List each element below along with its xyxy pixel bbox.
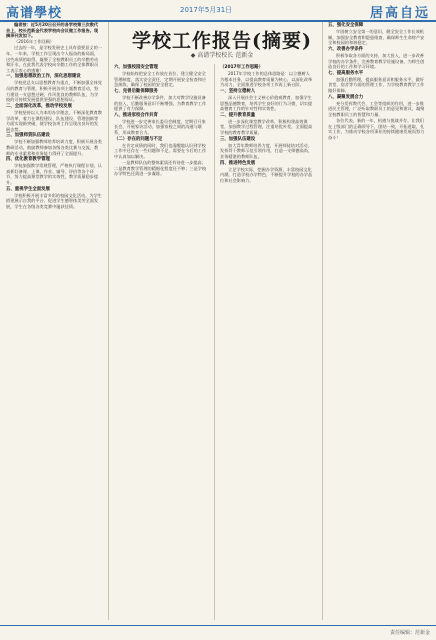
issue-date: 2017年5月31日 [180,6,233,14]
body-paragraph: （2016年工作回顾） [14,39,54,45]
article-title: 学校工作报告(摘要) [132,30,312,52]
text-column-1 [6,22,102,620]
masthead [0,0,436,22]
body-paragraph: 学校始终把安全工作放在首位，建立健全安全管理制度，落实安全责任，定期开展安全检查和应急演练，确保了校园的安全稳定。 [114,71,207,88]
text-column-4 [328,22,428,620]
school-logo-text: 高谱學校 [6,6,63,21]
section-heading: 七、完善后勤保障服务 [114,88,158,94]
section-heading: 八、推进家校合作共育 [114,112,158,118]
body-paragraph: 一是教师队伍的整体素质还有待进一步提高；二是教育教学管理的精细化程度还不够；三是学校办学特色还需进一步凝练。 [114,160,207,177]
body-paragraph: 在肯定成绩的同时，我们也清醒地认识到学校工作中还存在一些问题和不足，需要在今后的工作中认真加以解决。 [114,142,207,159]
section-heading: 二、提升教育质量 [220,112,256,118]
text-column-3 [220,64,314,620]
section-title: 居高自远 [369,6,430,21]
body-paragraph: 进一步深化课堂教学改革，积极构建高效课堂，加强教学过程管理，注重培优补差，全面提高学校的教育教学质量。 [220,118,313,136]
section-heading: 一、加强思想政治工作，深化思想建设 [6,74,81,80]
section-heading: 二、全面深化改革，推动学校发展 [6,103,72,109]
body-paragraph: 学校不断加强教师培养培训力度，积极开展各类教研活动，鼓励教师参加各级各类比赛与交流，教师的专业素养和业务能力得到了全面提升。 [6,139,102,156]
body-paragraph: 各位代表，新的一年，机遇与挑战并存。让我们在上级部门的正确领导下，团结一致，开拓进取，扎实工作，为推动学校各项事业的持续健康发展而努力奋斗！ [328,118,425,140]
section-heading: 四、优化教育教学管理 [6,157,50,163]
column-divider [214,64,215,620]
body-paragraph: 深入开展社会主义核心价值观教育，加强学生思想品德教育，培养学生良好的行为习惯，切实提高德育工作的针对性和实效性。 [220,94,313,112]
body-paragraph: 学校积极开展丰富多彩的校园文化活动，为学生搭建展示自我的平台，促进学生德智体美劳全面发展，学生在各级各类竞赛中屡获佳绩。 [6,192,102,209]
section-heading: （二）存在的问题与不足 [114,136,163,142]
body-paragraph: 牢固树立安全第一的意识，健全安全工作长效机制，加强安全教育和隐患排查，确保师生生命财产安全和校园的和谐稳定。 [328,29,425,46]
text-column-2 [114,64,208,620]
body-paragraph: 学校加强教学常规管理，严格执行课程计划，认真抓好备课、上课、作业、辅导、评价等各个环节，努力提高课堂教学的实效性，教学质量稳步提升。 [6,163,102,186]
column-divider [322,22,323,620]
section-heading: 一、坚持立德树人 [220,88,256,94]
body-paragraph: 学校党总支以思想教育为重点，不断加强全体党员的教育与管理，积极开展各项主题教育活动，努力建设一支思想过硬、作风优良的教师队伍，为学校的可持续发展提供坚强的思想保证。 [6,80,102,103]
page-footer [0,625,436,640]
footer-text: 责任编辑：范新金 [389,630,430,636]
editor-note: 编者按：近5月20日召开的各学校第三次教代会上，校长范新金代表学校向会议做工作报告。现摘录刊发如下。 [6,22,99,39]
body-paragraph: 立足学校实际，挖掘办学资源，丰富校园文化内涵，打造学校办学特色，不断提升学校的办学品位和社会影响力。 [220,166,313,183]
section-heading: 五、强化安全保障 [328,23,364,28]
body-paragraph: 加大青年教师培养力度，开展师徒结对活动，发挥骨干教师示范引领作用，打造一支师德高尚、业务精湛的教师队伍。 [220,142,313,159]
article-byline: ◆ 高谱学校校长 范新金 [190,52,254,59]
section-heading: 四、推进特色发展 [220,160,256,166]
body-paragraph: 2017年学校工作的总体思路是：以立德树人为根本任务，以提高教育质量为核心，以深化改革为动力，全面推进学校各项工作再上新台阶。 [220,71,313,88]
body-paragraph: 加强后勤管理，提高服务意识和服务水平，做好食堂、宿舍等方面的管理工作，为学校教育教学工作做好保障。 [328,76,425,94]
body-paragraph: 学校进一步完善家长委员会制度，定期召开家长会，开展家访活动，加强家校之间的沟通与联系，形成教育合力。 [114,118,206,136]
body-paragraph: 积极争取各方面的支持，加大投入，进一步改善学校的办学条件，完善教育教学设施设备，为师生创造良好的工作和学习环境。 [328,52,425,70]
body-paragraph: 学校不断改善办学条件，加大对教学设施设备的投入，后勤服务意识不断增强，为教育教学工作提供了有力保障。 [114,94,207,112]
section-heading: 六、改善办学条件 [328,46,364,52]
section-heading: 五、重视学生全面发展 [6,186,50,192]
section-heading: 三、加强队伍建设 [220,136,256,142]
section-heading: 三、加强师资队伍建设 [6,133,50,139]
body-paragraph: 充分发挥教代会、工会等组织的作用，进一步推进民主管理，广泛听取教职员工的意见和建议，凝聚全校教职员工的智慧和力量。 [328,100,425,117]
section-heading: 八、凝聚发展合力 [328,94,364,100]
section-heading: （2017年工作思路） [220,65,263,70]
section-heading: 六、加强校园安全管理 [114,65,158,70]
column-divider [108,22,109,620]
section-heading: 七、提高服务水平 [328,70,364,76]
body-paragraph: 学校坚持以人为本的办学理念，不断深化教育教学改革，着力在课程建设、队伍建设、管理创新等方面实现新突破，使学校各项工作呈现出良好的发展态势。 [6,109,102,132]
body-paragraph: 过去的一年，是学校发展史上具有重要意义的一年。一年来，学校工作呈现出令人振奋的新局面，这些成绩的取得，凝聚了全校教职员工的辛勤劳动和汗水，在此我代表学校向辛勤工作的全体教职员工表示衷心的感谢！ [6,45,102,73]
